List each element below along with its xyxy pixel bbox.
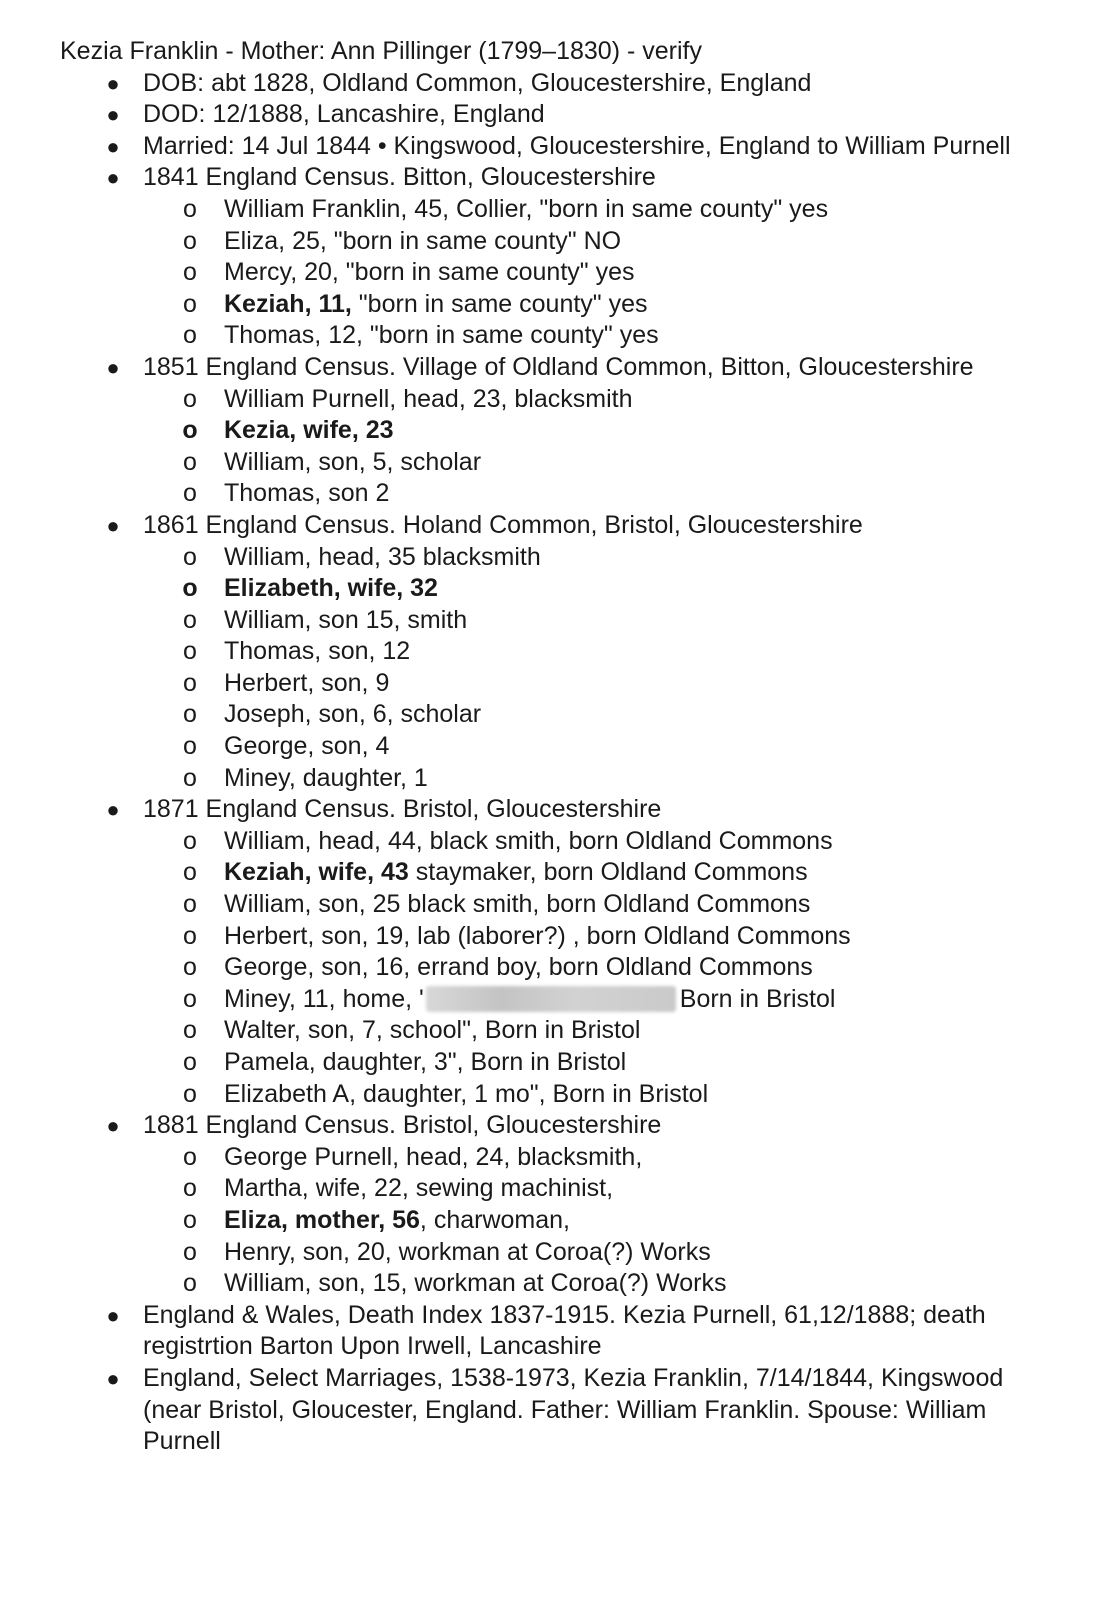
census-entry — [0, 478, 1046, 510]
census-entry — [0, 763, 1046, 795]
sub-bullet: o — [183, 637, 197, 666]
entry-text: William, head, 44, black smith, born Oldland Commons — [224, 826, 833, 855]
bullet: ● — [106, 1113, 120, 1139]
bullet: ● — [106, 133, 120, 159]
bullet: ● — [106, 102, 120, 128]
census-entry — [0, 921, 1046, 953]
entry-text: staymaker, born Oldland Commons — [408, 858, 808, 887]
bullet: ● — [106, 512, 120, 538]
bullet: ● — [106, 354, 120, 380]
marriages-text: England, Select Marriages, 1538-1973, Kezia Franklin, 7/14/1844, Kingswood (near Bristol, Gloucester, England. Father: William Franklin. Spouse: William Purnell — [143, 1363, 1004, 1456]
sub-bullet: o — [183, 447, 197, 476]
bullet: ● — [106, 70, 120, 96]
sub-bullet: o — [183, 1205, 197, 1234]
census-1851-entries — [0, 384, 1046, 510]
sub-bullet: o — [183, 984, 197, 1013]
entry-text: Thomas, son, 12 — [224, 637, 411, 666]
entry-bold-text: Keziah, 11, — [224, 289, 352, 318]
list-item-dod — [0, 99, 1106, 131]
entry-text: William, son 15, smith — [224, 605, 468, 634]
list-item-census-1881 — [0, 1110, 1106, 1300]
bullet: ● — [106, 1365, 120, 1391]
entry-bold-text: Elizabeth, wife, 32 — [224, 574, 438, 603]
death-index-text: England & Wales, Death Index 1837-1915. Kezia Purnell, 61,12/1888; death registrtion Barton Upon Irwell, Lancashire — [143, 1300, 986, 1361]
census-1871-entries — [0, 826, 1046, 1110]
census-entry — [0, 194, 1046, 226]
entry-text: Herbert, son, 19, lab (laborer?) , born Oldland Commons — [224, 921, 851, 950]
census-entry — [0, 668, 1046, 700]
entry-text: Herbert, son, 9 — [224, 668, 390, 697]
entry-text-after: Born in Bristol — [679, 984, 836, 1013]
sub-bullet: o — [183, 1237, 197, 1266]
sub-bullet: o — [183, 384, 197, 413]
bullet: ● — [106, 1302, 120, 1328]
married-text: Married: 14 Jul 1844 • Kingswood, Gloucestershire, England to William Purnell — [143, 131, 1011, 160]
census-entry — [0, 415, 1046, 447]
list-item-census-1851 — [0, 352, 1106, 510]
entry-text: Elizabeth A, daughter, 1 mo", Born in Bristol — [224, 1079, 709, 1108]
census-entry — [0, 1173, 1046, 1205]
census-entry — [0, 320, 1046, 352]
sub-bullet: o — [183, 890, 197, 919]
census-entry — [0, 257, 1046, 289]
sub-bullet: o — [183, 479, 197, 508]
entry-text: Martha, wife, 22, sewing machinist, — [224, 1174, 614, 1203]
census-entry — [0, 289, 1046, 321]
entry-text: William, head, 35 blacksmith — [224, 542, 541, 571]
sub-bullet: o — [183, 1048, 197, 1076]
census-entry — [0, 1142, 1046, 1174]
sub-bullet: o — [183, 258, 197, 287]
redacted-text-blur — [426, 986, 676, 1012]
entry-text: George Purnell, head, 24, blacksmith, — [224, 1142, 643, 1171]
entry-text: Eliza, 25, "born in same county" NO — [224, 226, 622, 255]
census-entry — [0, 226, 1046, 258]
census-entry — [0, 1047, 1046, 1079]
sub-bullet: o — [183, 921, 197, 950]
entry-text: , charwoman, — [419, 1205, 570, 1234]
census-1851-heading: 1851 England Census. Village of Oldland Common, Bitton, Gloucestershire — [143, 352, 974, 381]
census-entry — [0, 857, 1046, 889]
census-1881-heading: 1881 England Census. Bristol, Gloucestershire — [143, 1111, 662, 1140]
sub-bullet: o — [183, 953, 197, 982]
list-item-census-1871 — [0, 794, 1106, 1110]
list-item-census-1841 — [0, 162, 1106, 352]
census-entry — [0, 573, 1046, 605]
census-entry — [0, 826, 1046, 858]
census-entry — [0, 952, 1046, 984]
list-item-death-index — [0, 1300, 1106, 1363]
sub-bullet: o — [183, 858, 197, 887]
census-1881-entries — [0, 1142, 1046, 1300]
bullet: ● — [106, 165, 120, 191]
entry-text: William Purnell, head, 23, blacksmith — [224, 384, 633, 413]
entry-text: Joseph, son, 6, scholar — [224, 700, 482, 729]
entry-text: Pamela, daughter, 3", Born in Bristol — [224, 1048, 627, 1076]
sub-bullet: o — [183, 1142, 197, 1171]
entry-text: Miney, daughter, 1 — [224, 763, 428, 792]
census-entry — [0, 1205, 1046, 1237]
list-item-dob — [0, 68, 1106, 100]
entry-text: William, son, 15, workman at Coroa(?) Works — [224, 1269, 727, 1298]
document-title: Kezia Franklin - Mother: Ann Pillinger (1799–1830) - verify — [60, 37, 702, 65]
sub-bullet: o — [183, 289, 197, 318]
census-1841-entries — [0, 194, 1046, 352]
fact-list — [0, 68, 1106, 1458]
census-entry — [0, 731, 1046, 763]
sub-bullet: o — [183, 1174, 197, 1203]
list-item-married — [0, 131, 1106, 163]
entry-bold-text: Kezia, wife, 23 — [224, 416, 394, 445]
sub-bullet: o — [183, 668, 197, 697]
entry-text: George, son, 16, errand boy, born Oldland Commons — [224, 953, 813, 982]
sub-bullet: o — [183, 1269, 197, 1298]
entry-text: Thomas, 12, "born in same county" yes — [224, 321, 659, 350]
census-entry — [0, 384, 1046, 416]
entry-text: Henry, son, 20, workman at Coroa(?) Works — [224, 1237, 711, 1266]
census-entry — [0, 1079, 1046, 1111]
sub-bullet: o — [182, 416, 198, 445]
dod-text: DOD: 12/1888, Lancashire, England — [143, 100, 545, 129]
bullet: ● — [106, 797, 120, 823]
census-entry — [0, 542, 1046, 574]
list-item-marriages — [0, 1363, 1106, 1458]
census-1861-entries — [0, 542, 1046, 795]
sub-bullet: o — [183, 1079, 197, 1108]
sub-bullet: o — [183, 826, 197, 855]
dob-text: DOB: abt 1828, Oldland Common, Gloucestershire, England — [143, 68, 812, 97]
sub-bullet: o — [183, 763, 197, 792]
census-entry — [0, 447, 1046, 479]
entry-text: William Franklin, 45, Collier, "born in same county" yes — [224, 194, 829, 223]
census-1841-heading: 1841 England Census. Bitton, Gloucestershire — [143, 163, 656, 192]
census-entry — [0, 699, 1046, 731]
entry-text: George, son, 4 — [224, 732, 390, 761]
census-entry — [0, 605, 1046, 637]
sub-bullet: o — [182, 574, 198, 603]
census-entry — [0, 636, 1046, 668]
sub-bullet: o — [183, 226, 197, 255]
sub-bullet: o — [183, 321, 197, 350]
sub-bullet: o — [183, 1016, 197, 1045]
list-item-census-1861 — [0, 510, 1106, 794]
sub-bullet: o — [183, 194, 197, 223]
entry-bold-text: Eliza, mother, 56 — [224, 1205, 420, 1234]
census-entry — [0, 1237, 1046, 1269]
entry-text: Walter, son, 7, school", Born in Bristol — [224, 1016, 641, 1045]
census-entry — [0, 984, 1046, 1016]
entry-text: Thomas, son 2 — [224, 479, 390, 508]
entry-text: William, son, 25 black smith, born Oldland Commons — [224, 890, 811, 919]
sub-bullet: o — [183, 700, 197, 729]
entry-text: Mercy, 20, "born in same county" yes — [224, 258, 635, 287]
entry-text: Miney, 11, home, ' — [224, 984, 424, 1013]
census-1871-heading: 1871 England Census. Bristol, Gloucestershire — [143, 795, 662, 824]
entry-text: William, son, 5, scholar — [224, 447, 482, 476]
sub-bullet: o — [183, 732, 197, 761]
census-entry — [0, 1268, 1046, 1300]
entry-text: "born in same county" yes — [351, 289, 648, 318]
sub-bullet: o — [183, 542, 197, 571]
entry-bold-text: Keziah, wife, 43 — [224, 858, 409, 887]
census-entry — [0, 889, 1046, 921]
sub-bullet: o — [183, 605, 197, 634]
census-1861-heading: 1861 England Census. Holand Common, Bristol, Gloucestershire — [143, 510, 863, 539]
census-entry — [0, 1015, 1046, 1047]
